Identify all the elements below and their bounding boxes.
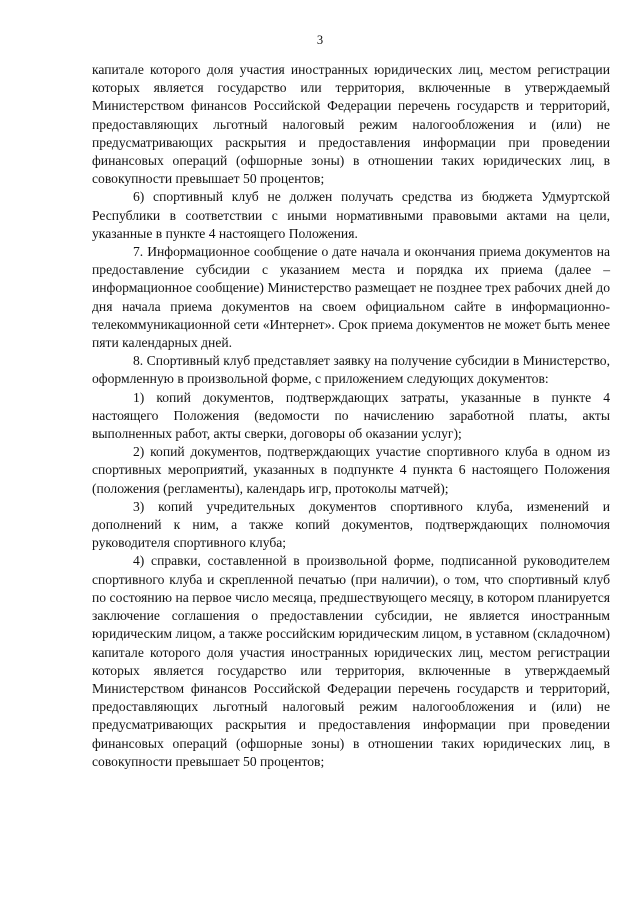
paragraph-continuation: капитале которого доля участия иностранных юридических лиц, местом регистрации которых является государство или территория, включенные в утверждаемый Министерством финансов Российской Федерации перечень государств и территорий, предоставляющих льготный налоговый режим налогообложения и (или) не предусматривающих раскрытия и предоставления информации при проведении финансовых операций (офшорные зоны) в отношении таких юридических лиц, в совокупности превышает 50 процентов; — [92, 62, 610, 187]
paragraph-item-4: 4) справки, составленной в произвольной форме, подписанной руководителем спортивного клуба и скрепленной печатью (при наличии), о том, что спортивный клуб по состоянию на первое число месяца, предшествующего месяцу, в котором планируется заключение соглашения о предоставлении субсидии, не является иностранным юридическим лицом, а также российским юридическим лицом, в уставном (складочном) капитале которого доля участия иностранных юридических лиц, местом регистрации которых является государство или территория, включенные в утверждаемый Министерством финансов Российской Федерации перечень государств и территорий, предоставляющих льготный налоговый режим налогообложения и (или) не предусматривающих раскрытия и предоставления информации при проведении финансовых операций (офшорные зоны) в отношении таких юридических лиц, в совокупности превышает 50 процентов; — [92, 553, 610, 769]
paragraph-clause-8: 8. Спортивный клуб представляет заявку на получение субсидии в Министерство, оформленную в произвольной форме, с приложением следующих документов: — [92, 353, 610, 387]
paragraph-item-3: 3) копий учредительных документов спортивного клуба, изменений и дополнений к ним, а также копий документов, подтверждающих полномочия руководителя спортивного клуба; — [92, 498, 610, 551]
paragraph-item-6: 6) спортивный клуб не должен получать средства из бюджета Удмуртской Республики в соответствии с иными нормативными правовыми актами на цели, указанные в пункте 4 настоящего Положения. — [92, 189, 610, 241]
paragraph-item-2: 2) копий документов, подтверждающих участие спортивного клуба в одном из спортивных мероприятий, указанных в подпункте 4 пункта 6 настоящего Положения (положения (регламенты), календарь игр, протоколы матчей); — [92, 444, 610, 496]
paragraph-item-1: 1) копий документов, подтверждающих затраты, указанные в пункте 4 настоящего Положения (ведомости по начислению заработной платы, акты выполненных работ, акты сверки, договоры об оказании услуг); — [92, 389, 610, 442]
paragraph-clause-7: 7. Информационное сообщение о дате начала и окончания приема документов на предоставление субсидии с указанием места и порядка их приема (далее – информационное сообщение) Министерство размещает не позднее трех рабочих дней до дня начала приема документов на своем официальном сайте в информационно-телекоммуникационной сети «Интернет». Срок приема документов не может быть менее пяти календарных дней. — [92, 244, 610, 351]
page-number: 3 — [316, 33, 324, 47]
document-body — [92, 61, 610, 771]
